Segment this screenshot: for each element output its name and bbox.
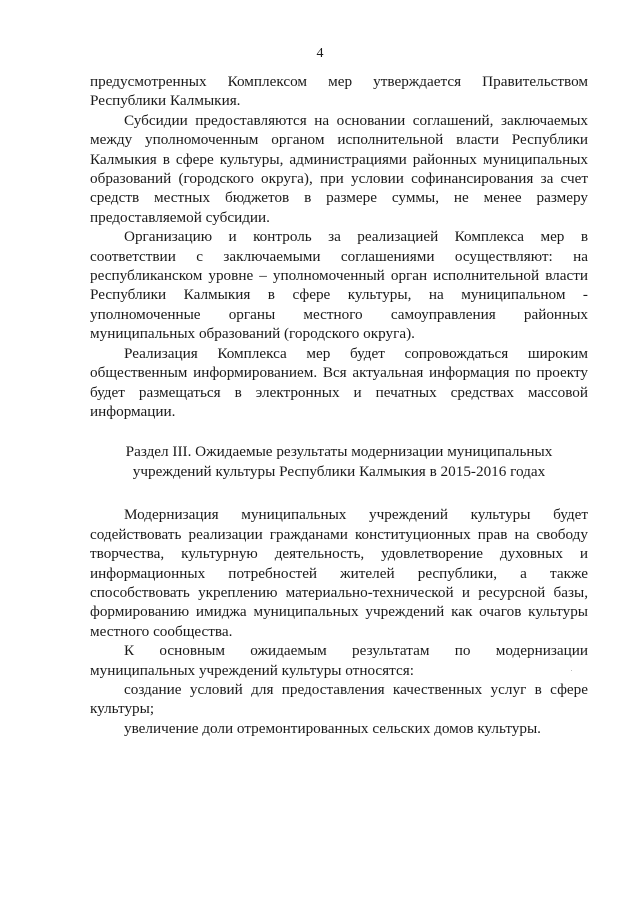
document-body: [90, 72, 588, 738]
paragraph: Субсидии предоставляются на основании соглашений, заключаемых между уполномоченным органом исполнительной власти Республики Калмыкия в сфере культуры, администрациями районных муниципальных образований (городского округа), при условии софинансирования за счет средств местных бюджетов в размере суммы, не менее размеру предоставляемой субсидии.: [90, 111, 588, 226]
list-item-paragraph: создание условий для предоставления качественных услуг в сфере культуры;: [90, 680, 588, 718]
paragraph: Организацию и контроль за реализацией Комплекса мер в соответствии с заключаемыми соглашениями осуществляют: на республиканском уровне – уполномоченный орган исполнительной власти Республики Калмыкия в сфере культуры, на муниципальном - уполномоченные органы местного самоуправления районных муниципальных образований (городского округа).: [90, 228, 588, 343]
scan-artifact: [571, 670, 572, 671]
section-heading-line: Раздел III. Ожидаемые результаты модернизации муниципальных: [125, 443, 553, 461]
section-heading: [90, 442, 588, 482]
section-heading-line: учреждений культуры Республики Калмыкия в 2015-2016 годах: [132, 463, 546, 481]
paragraph: предусмотренных Комплексом мер утверждается Правительством Республики Калмыкия.: [90, 73, 588, 110]
paragraph: К основным ожидаемым результатам по модернизации муниципальных учреждений культуры относятся:: [90, 642, 588, 679]
list-item-paragraph: увеличение доли отремонтированных сельских домов культуры.: [124, 719, 541, 737]
paragraph: Модернизация муниципальных учреждений культуры будет содействовать реализации гражданами конституционных прав на свободу творчества, культурную деятельность, удовлетворение духовных и информационных потребностей жителей республики, а также способствовать укреплению материально-технической и ресурсной базы, формированию имиджа муниципальных учреждений как очагов культуры местного сообщества.: [90, 506, 588, 640]
paragraph: Реализация Комплекса мер будет сопровождаться широким общественным информированием. Вся актуальная информация по проекту будет размещаться в электронных и печатных средствах массовой информации.: [90, 344, 588, 420]
page-number: 4: [316, 46, 324, 61]
